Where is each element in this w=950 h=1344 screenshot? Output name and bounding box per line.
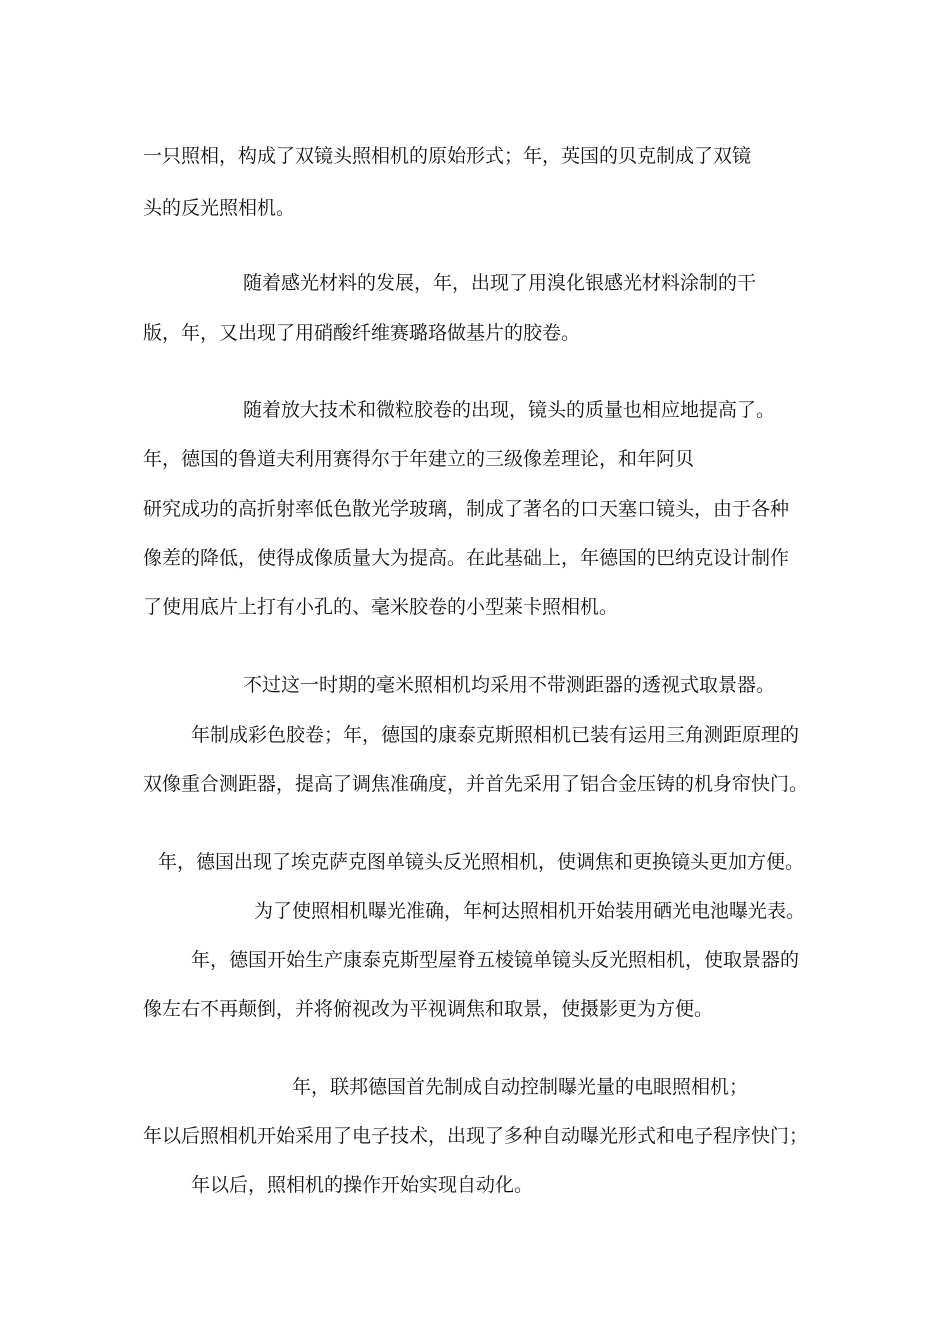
text-line: 随着感光材料的发展，年，出现了用溴化银感光材料涂制的干	[243, 272, 757, 294]
text-line: 不过这一时期的毫米照相机均采用不带测距器的透视式取景器。	[243, 674, 776, 696]
text-line: 像差的降低，使得成像质量大为提高。在此基础上，年德国的巴纳克设计制作	[143, 547, 790, 569]
text-line: 随着放大技术和微粒胶卷的出现，镜头的质量也相应地提高了。	[243, 399, 776, 421]
text-line: 版，年，又出现了用硝酸纤维赛璐珞做基片的胶卷。	[143, 322, 581, 344]
text-line: 年以后，照相机的操作开始实现自动化。	[191, 1174, 534, 1196]
text-line: 年制成彩色胶卷；年，德国的康泰克斯照相机已装有运用三角测距原理的	[191, 724, 800, 746]
text-line: 年，德国开始生产康泰克斯型屋脊五棱镜单镜头反光照相机，使取景器的	[191, 949, 800, 971]
text-line: 头的反光照相机。	[143, 197, 296, 219]
text-line: 像左右不再颠倒，并将俯视改为平视调焦和取景，使摄影更为方便。	[143, 998, 714, 1020]
text-line: 年，德国出现了埃克萨克图单镜头反光照相机，使调焦和更换镜头更加方便。	[158, 851, 805, 873]
text-line: 年以后照相机开始采用了电子技术，出现了多种自动曝光形式和电子程序快门；	[143, 1125, 809, 1147]
text-line: 研究成功的高折射率低色散光学玻璃，制成了著名的口天塞口镜头，由于各种	[143, 498, 790, 520]
text-line: 年，联邦德国首先制成自动控制曝光量的电眼照相机；	[292, 1076, 749, 1098]
text-line: 一只照相，构成了双镜头照相机的原始形式；年，英国的贝克制成了双镜	[143, 145, 752, 167]
text-line: 了使用底片上打有小孔的、毫米胶卷的小型莱卡照相机。	[143, 596, 619, 618]
text-line: 年，德国的鲁道夫利用赛得尔于年建立的三级像差理论，和年阿贝	[143, 448, 695, 470]
text-line: 为了使照相机曝光准确，年柯达照相机开始装用硒光电池曝光表。	[254, 900, 806, 922]
text-line: 双像重合测距器，提高了调焦准确度，并首先采用了铝合金压铸的机身帘快门。	[143, 773, 809, 795]
